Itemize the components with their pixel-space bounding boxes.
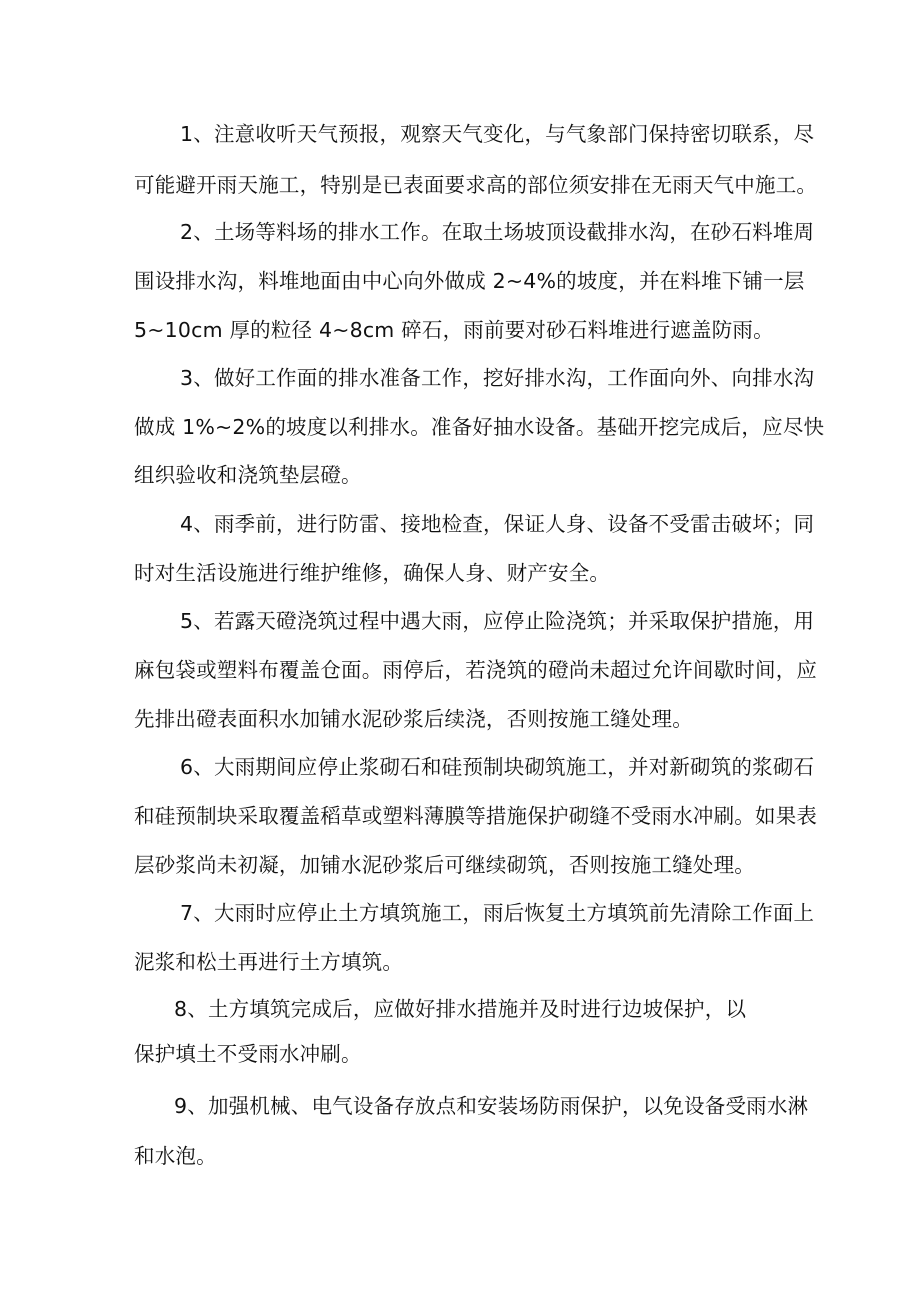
paragraph-5-line-1: 5、若露天磴浇筑过程中遇大雨，应停止险浇筑；并采取保护措施，用 xyxy=(180,609,815,633)
paragraph-4-line-1: 4、雨季前，进行防雷、接地检查，保证人身、设备不受雷击破坏；同 xyxy=(180,512,815,536)
paragraph-6-line-2: 和硅预制块采取覆盖稻草或塑料薄膜等措施保护砌缝不受雨水冲刷。如果表 xyxy=(134,804,818,828)
paragraph-6-line-3: 层砂浆尚未初凝，加铺水泥砂浆后可继续砌筑，否则按施工缝处理。 xyxy=(134,853,755,877)
paragraph-8-line-1: 8、土方填筑完成后，应做好排水措施并及时进行边坡保护，以 xyxy=(174,997,747,1021)
paragraph-3-line-2: 做成 1%~2%的坡度以利排水。准备好抽水设备。基础开挖完成后，应尽快 xyxy=(134,415,825,439)
paragraph-7-line-2: 泥浆和松土再进行土方填筑。 xyxy=(134,950,404,974)
paragraph-2-line-3: 5~10cm 厚的粒径 4~8cm 碎石，雨前要对砂石料堆进行遮盖防雨。 xyxy=(134,318,774,342)
paragraph-2-line-2: 围设排水沟，料堆地面由中心向外做成 2~4%的坡度，并在料堆下铺一层 xyxy=(134,269,805,293)
paragraph-5-line-2: 麻包袋或塑料布覆盖仓面。雨停后，若浇筑的磴尚未超过允许间歇时间，应 xyxy=(134,658,818,682)
paragraph-1-line-2: 可能避开雨天施工，特别是已表面要求高的部位须安排在无雨天气中施工。 xyxy=(134,173,818,197)
paragraph-2-line-1: 2、土场等料场的排水工作。在取土场坡顶设截排水沟，在砂石料堆周 xyxy=(180,220,815,244)
paragraph-3-line-3: 组织验收和浇筑垫层磴。 xyxy=(134,463,362,487)
paragraph-3-line-1: 3、做好工作面的排水准备工作，挖好排水沟，工作面向外、向排水沟 xyxy=(180,366,815,390)
paragraph-9-line-2: 和水泡。 xyxy=(134,1144,217,1168)
paragraph-5-line-3: 先排出磴表面积水加铺水泥砂浆后续浇，否则按施工缝处理。 xyxy=(134,707,693,731)
paragraph-4-line-2: 时对生活设施进行维护维修，确保人身、财产安全。 xyxy=(134,561,611,585)
paragraph-1-line-1: 1、注意收听天气预报，观察天气变化，与气象部门保持密切联系，尽 xyxy=(180,122,815,146)
paragraph-9-line-1: 9、加强机械、电气设备存放点和安装场防雨保护，以免设备受雨水淋 xyxy=(174,1094,809,1118)
paragraph-6-line-1: 6、大雨期间应停止浆砌石和硅预制块砌筑施工，并对新砌筑的浆砌石 xyxy=(180,755,815,779)
paragraph-7-line-1: 7、大雨时应停止土方填筑施工，雨后恢复土方填筑前先清除工作面上 xyxy=(180,901,815,925)
paragraph-8-line-2: 保护填土不受雨水冲刷。 xyxy=(134,1042,362,1066)
